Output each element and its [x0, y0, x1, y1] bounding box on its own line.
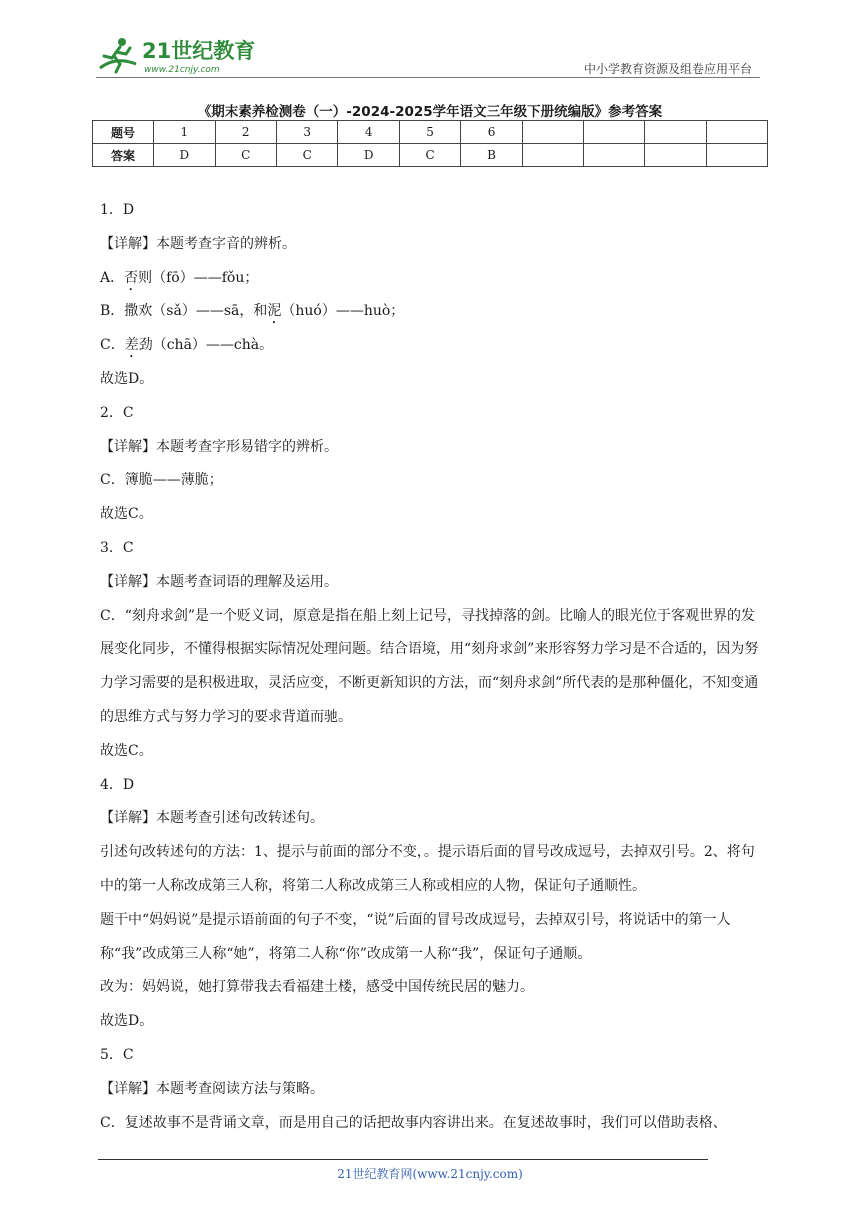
- page-header: [96, 30, 760, 78]
- answer-cell: C: [276, 144, 337, 167]
- q2-option-c: C．簿脆——薄脆；: [100, 472, 223, 489]
- q4-heading: 4．D: [100, 776, 135, 793]
- q2-heading: 2．C: [100, 404, 134, 421]
- q1-option-a: [100, 262, 765, 296]
- answer-cell: C: [215, 144, 276, 167]
- header-rule: [96, 77, 760, 78]
- q4-analysis: 题干中“妈妈说”是提示语前面的句子不变，“说”后面的冒号改成逗号，去掉双引号，将说话中的第一人称“我”改成第三人称“她”，将第二人称“你”改成第一人称“我”，保证句子通顺。: [100, 911, 731, 962]
- footer-link[interactable]: 21世纪教育网(www.21cnjy.com): [337, 1167, 523, 1181]
- answer-table-answer-row: [93, 144, 768, 167]
- answer-cell: C: [399, 144, 460, 167]
- answer-cell: [522, 144, 583, 167]
- text: 劲（chā）——chà。: [138, 337, 274, 354]
- q3-heading: 3．C: [100, 539, 134, 556]
- answer-cell: D: [338, 144, 399, 167]
- q1-option-c: [100, 329, 765, 363]
- answer-cell: [645, 144, 706, 167]
- q4-conclusion: 故选D。: [100, 1013, 154, 1030]
- emphasized-char: 否: [124, 269, 139, 286]
- text: B．撒欢（sǎ）——sā，和: [100, 303, 268, 320]
- footer-rule: [98, 1159, 708, 1160]
- row-label-answer: 答案: [93, 144, 154, 167]
- q4-detail: 【详解】本题考查引述句改转述句。: [100, 810, 324, 827]
- question-number-cell: 5: [399, 121, 460, 144]
- q4-method: 引述句改转述句的方法：1、提示与前面的部分不变，。提示语后面的冒号改成逗号，去掉双引号。2、将句中的第一人称改成第三人称，将第二人称改成第三人称或相应的人物，保证句子通顺性。: [100, 844, 755, 894]
- question-number-cell: 3: [276, 121, 337, 144]
- emphasized-char: 泥: [267, 303, 282, 320]
- answer-cell: [706, 144, 767, 167]
- answer-cell: [584, 144, 645, 167]
- q2-conclusion: 故选C。: [100, 506, 153, 523]
- q1-detail: 【详解】本题考查字音的辨析。: [100, 235, 296, 252]
- q1-conclusion: 故选D。: [100, 370, 154, 387]
- document-title: 《期末素养检测卷（一）-2024-2025学年语文三年级下册统编版》参考答案: [197, 104, 663, 120]
- q1-heading: 1．D: [100, 202, 135, 218]
- logo-text: 21世纪教育: [142, 39, 256, 63]
- answer-table: [92, 120, 768, 167]
- q3-conclusion: 故选C。: [100, 742, 153, 759]
- question-number-cell: 1: [154, 121, 215, 144]
- emphasized-char: 差: [124, 337, 139, 354]
- answer-cell: B: [461, 144, 522, 167]
- text: A．: [100, 269, 125, 286]
- question-number-cell: [522, 121, 583, 144]
- logo-url-text: www.21cnjy.com: [144, 65, 220, 75]
- q5-detail: 【详解】本题考查阅读方法与策略。: [100, 1080, 324, 1097]
- answer-table-number-row: [93, 121, 768, 144]
- q4-change: 改为：妈妈说，她打算带我去看福建土楼，感受中国传统民居的魅力。: [100, 979, 534, 996]
- q1-option-b: [100, 295, 765, 329]
- text: （huó）——huò；: [281, 303, 405, 320]
- q2-detail: 【详解】本题考查字形易错字的辨析。: [100, 438, 338, 455]
- question-number-cell: 2: [215, 121, 276, 144]
- row-label-number: 题号: [93, 121, 154, 144]
- q3-detail: 【详解】本题考查词语的理解及运用。: [100, 573, 338, 590]
- answer-explanations: [100, 194, 765, 1140]
- question-number-cell: 4: [338, 121, 399, 144]
- question-number-cell: [584, 121, 645, 144]
- question-number-cell: [706, 121, 767, 144]
- text: 则（fō）——fǒu；: [138, 269, 259, 286]
- platform-name: 中小学教育资源及组卷应用平台: [583, 62, 752, 76]
- q5-heading: 5．C: [100, 1046, 134, 1063]
- q3-option-c: C．“刻舟求剑”是一个贬义词，原意是指在船上刻上记号，寻找掉落的剑。比喻人的眼光位于客观世界的发展变化同步，不懂得根据实际情况处理问题。结合语境，用“刻舟求剑”来形容努力学习是不合适的，因为努力学习需要的是积极进取，灵活应变，不断更新知识的方法，而“刻舟求剑”所代表的是那种僵化，不知变通的思维方式与努力学习的要求背道而驰。: [100, 607, 759, 725]
- logo-21cnjy: [96, 34, 286, 76]
- question-number-cell: [645, 121, 706, 144]
- question-number-cell: 6: [461, 121, 522, 144]
- q5-option-c: C．复述故事不是背诵文章，而是用自己的话把故事内容讲出来。在复述故事时，我们可以借助表格、: [100, 1114, 727, 1131]
- answer-cell: D: [154, 144, 215, 167]
- text: C．: [100, 337, 125, 354]
